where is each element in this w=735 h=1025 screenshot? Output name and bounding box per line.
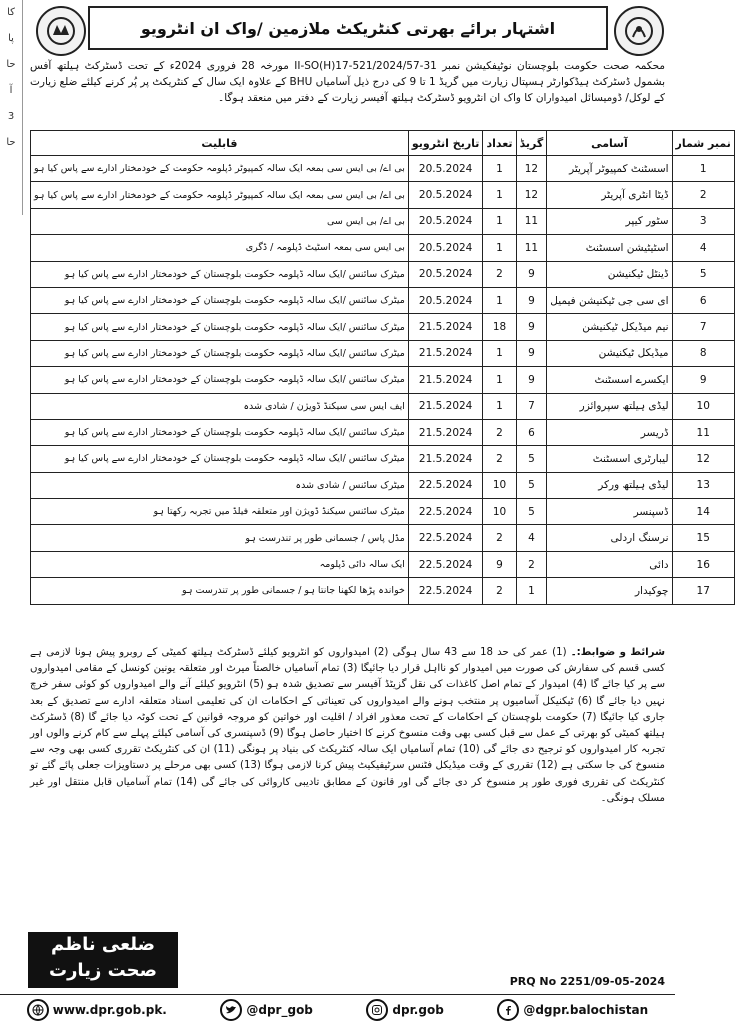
cell-qualification: میٹرک سائنس /ایک سالہ ڈپلومہ حکومت بلوچستان کے خودمختار ادارے سے پاس کیا ہو [31, 287, 409, 313]
cell-interview-date: 21.5.2024 [408, 340, 483, 366]
cell-post: دائی [547, 551, 672, 577]
cell-grade: 12 [516, 156, 547, 182]
cell-interview-date: 20.5.2024 [408, 287, 483, 313]
cell-post: ڈینٹل ٹیکنیشن [547, 261, 672, 287]
twitter-link[interactable] [220, 999, 313, 1021]
cell-grade: 12 [516, 182, 547, 208]
cell-serial: 7 [672, 314, 734, 340]
column-header-serial: نمبر شمار [672, 131, 734, 156]
cell-count: 1 [483, 235, 516, 261]
cell-count: 9 [483, 551, 516, 577]
table-row [31, 287, 735, 313]
column-header-qualification: قابلیت [31, 131, 409, 156]
cell-interview-date: 21.5.2024 [408, 446, 483, 472]
cell-grade: 9 [516, 314, 547, 340]
strip-fragment: پا [8, 33, 14, 44]
instagram-handle: dpr.gob [392, 1003, 444, 1017]
cell-post: سٹور کیپر [547, 208, 672, 234]
table-row [31, 182, 735, 208]
instagram-link[interactable] [366, 999, 443, 1021]
cell-grade: 2 [516, 551, 547, 577]
cell-interview-date: 20.5.2024 [408, 261, 483, 287]
cell-post: اسسٹنٹ کمپیوٹر آپریٹر [547, 156, 672, 182]
cell-count: 1 [483, 393, 516, 419]
cell-interview-date: 22.5.2024 [408, 525, 483, 551]
cell-qualification: میٹرک سائنس /ایک سالہ ڈپلومہ حکومت بلوچستان کے خودمختار ادارے سے پاس کیا ہو [31, 367, 409, 393]
table-row [31, 367, 735, 393]
cell-interview-date: 22.5.2024 [408, 551, 483, 577]
table-row [31, 208, 735, 234]
cell-count: 2 [483, 578, 516, 604]
cell-post: ڈریسر [547, 419, 672, 445]
cell-qualification: مڈل پاس / جسمانی طور پر تندرست ہو [31, 525, 409, 551]
cell-post: لیڈی ہیلتھ سپروائزر [547, 393, 672, 419]
cell-grade: 7 [516, 393, 547, 419]
cell-count: 1 [483, 287, 516, 313]
cell-qualification: میٹرک سائنس سیکنڈ ڈویژن اور متعلقہ فیلڈ میں تجربہ رکھتا ہو [31, 499, 409, 525]
table-row [31, 340, 735, 366]
cell-count: 18 [483, 314, 516, 340]
website-link[interactable] [27, 999, 167, 1021]
cell-grade: 9 [516, 287, 547, 313]
cell-interview-date: 22.5.2024 [408, 472, 483, 498]
page-title: اشتہار برائے بھرتی کنٹریکٹ ملازمین /واک ان انٹرویو [88, 6, 608, 50]
website-text: www.dpr.gob.pk. [52, 1003, 167, 1017]
cell-count: 10 [483, 472, 516, 498]
cell-serial: 8 [672, 340, 734, 366]
cell-post: میڈیکل ٹیکنیشن [547, 340, 672, 366]
strip-fragment: حا [6, 137, 16, 148]
cell-grade: 11 [516, 235, 547, 261]
cell-grade: 1 [516, 578, 547, 604]
cell-qualification: بی ایس سی بمعہ اسٹیٹ ڈپلومہ / ڈگری [31, 235, 409, 261]
cell-count: 2 [483, 446, 516, 472]
table-row [31, 235, 735, 261]
cell-serial: 17 [672, 578, 734, 604]
cell-serial: 13 [672, 472, 734, 498]
table-row [31, 393, 735, 419]
table-row [31, 419, 735, 445]
cell-count: 2 [483, 525, 516, 551]
cell-post: نرسنگ اردلی [547, 525, 672, 551]
cell-count: 2 [483, 261, 516, 287]
cell-qualification: میٹرک سائنس /ایک سالہ ڈپلومہ حکومت بلوچستان کے خودمختار ادارے سے پاس کیا ہو [31, 314, 409, 340]
cell-interview-date: 21.5.2024 [408, 314, 483, 340]
cell-post: ڈسپنسر [547, 499, 672, 525]
cell-post: ایکسرے اسسٹنٹ [547, 367, 672, 393]
cell-count: 1 [483, 182, 516, 208]
cell-serial: 10 [672, 393, 734, 419]
cell-qualification: بی اے/ بی ایس سی بمعہ ایک سالہ کمپیوٹر ڈپلومہ حکومت کے خودمختار ادارے سے پاس کیا ہو [31, 156, 409, 182]
cell-serial: 15 [672, 525, 734, 551]
cell-count: 10 [483, 499, 516, 525]
left-strip-text [0, 0, 23, 215]
table-row [31, 446, 735, 472]
column-header-count: تعداد [483, 131, 516, 156]
prq-number: PRQ No 2251/09-05-2024 [509, 975, 665, 988]
cell-qualification: خواندہ پڑھا لکھنا جانتا ہو / جسمانی طور پر تندرست ہو [31, 578, 409, 604]
facebook-icon [497, 999, 519, 1021]
twitter-handle: @dpr_gob [246, 1003, 313, 1017]
terms-body: (1) عمر کی حد 18 سے 43 سال ہوگی (2) امیدواروں کو انٹرویو کیلئے ڈسٹرکٹ ہیلتھ کمیٹی کے روبرو پیش ہونا لازمی ہے کسی قسم کی سفارش کی صورت میں امیدوار کو نااہل قرار دیا جائیگا (3) تمام آسامیاں خالصتاً میرٹ اور متعلقہ یونین کونسل کے مقامی امیدواروں سے پر کیا جائے گا (4) امیدوار کے تمام اصل کاغذات کی نقل گزیٹڈ آفیسر سے تصدیق شدہ ہو (5) انٹرویو کیلئے آنے والے امیدواروں کو کوئی سفر خرچ نہیں دیا جائے گا (6) ٹیکنیکل آسامیوں پر منتخب ہونے والے امیدواروں کی تعیناتی کے احکامات ان کی تعلیمی اسناد متعلقہ ادارے سے تصدیق کے بعد جاری کیا جائیگا (7) حکومت بلوچستان کے احکامات کے تحت معذور افراد / اقلیت اور خواتین کو مروجہ قوانین کے تحت کوٹہ دیا جائے گا (8) ڈسٹرکٹ ہیلتھ کمیٹی کو بھرتی کے عمل سے قبل کسی بھی وقت منسوخ کرنے کا اختیار حاصل ہوگا (9) ڈسپنسری کی آسامی کیلئے پہلے سے کام کرنے والوں اور تجربہ کار امیدواروں کو ترجیح دی جائے گی (10) تمام آسامیاں ایک سالہ کنٹریکٹ کی بنیاد پر ہونگی (11) ان کی کنٹریکٹ تقرری کسی بھی وجہ سے منسوخ کی جا سکتی ہے (12) تقرری کے وقت میڈیکل فٹنس سرٹیفیکیٹ پیش کرنا لازمی ہوگا (13) کسی بھی مرحلے پر دستاویزات جعلی پائے گئے تو کنٹریکٹ کی تقرری فوری طور پر منسوخ کر دی جائے گی اور قانون کے مطابق تادیبی کاروائی کی جائے گی (14) تمام آسامیاں قابل منتقل اور غیر مسلک ہونگی۔ [30, 647, 666, 804]
cell-serial: 2 [672, 182, 734, 208]
cell-interview-date: 20.5.2024 [408, 235, 483, 261]
table-row [31, 578, 735, 604]
cell-qualification: میٹرک سائنس /ایک سالہ ڈپلومہ حکومت بلوچستان کے خودمختار ادارے سے پاس کیا ہو [31, 446, 409, 472]
cell-grade: 6 [516, 419, 547, 445]
cell-grade: 4 [516, 525, 547, 551]
terms-heading: شرائط و ضوابط:۔ [570, 647, 665, 658]
cell-count: 1 [483, 208, 516, 234]
cell-qualification: ایک سالہ دائی ڈپلومہ [31, 551, 409, 577]
cell-serial: 1 [672, 156, 734, 182]
cell-qualification: میٹرک سائنس /ایک سالہ ڈپلومہ حکومت بلوچستان کے خودمختار ادارے سے پاس کیا ہو [31, 261, 409, 287]
cell-count: 1 [483, 367, 516, 393]
cell-grade: 5 [516, 446, 547, 472]
table-row [31, 499, 735, 525]
cell-serial: 12 [672, 446, 734, 472]
cell-post: نیم میڈیکل ٹیکنیشن [547, 314, 672, 340]
cell-grade: 5 [516, 472, 547, 498]
cell-post: ای سی جی ٹیکنیشن فیمیل [547, 287, 672, 313]
twitter-icon [220, 999, 242, 1021]
column-header-interview-date: تاریخ انٹرویو [408, 131, 483, 156]
cell-serial: 3 [672, 208, 734, 234]
strip-fragment: 3 [7, 111, 15, 122]
cell-qualification: بی اے/ بی ایس سی بمعہ ایک سالہ کمپیوٹر ڈپلومہ حکومت کے خودمختار ادارے سے پاس کیا ہو [31, 182, 409, 208]
cell-grade: 5 [516, 499, 547, 525]
cell-grade: 9 [516, 261, 547, 287]
health-department-logo-icon [614, 6, 664, 56]
cell-grade: 9 [516, 340, 547, 366]
signature-line-2: صحت زیارت [48, 960, 158, 981]
table-row [31, 314, 735, 340]
cell-post: ڈیٹا انٹری آپریٹر [547, 182, 672, 208]
cell-qualification: میٹرک سائنس /ایک سالہ ڈپلومہ حکومت بلوچستان کے خودمختار ادارے سے پاس کیا ہو [31, 340, 409, 366]
vacancies-table [30, 130, 735, 605]
signature-block [28, 932, 178, 988]
signature-line-1: ضلعی ناظم [51, 934, 155, 955]
strip-fragment: حا [6, 59, 16, 70]
cell-interview-date: 22.5.2024 [408, 578, 483, 604]
table-row [31, 525, 735, 551]
cell-interview-date: 22.5.2024 [408, 499, 483, 525]
cell-qualification: میٹرک سائنس / شادی شدہ [31, 472, 409, 498]
instagram-icon [366, 999, 388, 1021]
cell-qualification: میٹرک سائنس /ایک سالہ ڈپلومہ حکومت بلوچستان کے خودمختار ادارے سے پاس کیا ہو [31, 419, 409, 445]
cell-serial: 9 [672, 367, 734, 393]
terms-and-conditions [30, 645, 665, 925]
header [28, 4, 668, 56]
cell-interview-date: 20.5.2024 [408, 156, 483, 182]
table-row [31, 472, 735, 498]
column-header-post: آسامی [547, 131, 672, 156]
cell-grade: 11 [516, 208, 547, 234]
cell-grade: 9 [516, 367, 547, 393]
strip-fragment: آ [9, 85, 13, 96]
strip-fragment: کا [7, 7, 15, 18]
cell-interview-date: 21.5.2024 [408, 393, 483, 419]
cell-interview-date: 20.5.2024 [408, 208, 483, 234]
cell-serial: 5 [672, 261, 734, 287]
cell-post: لیڈی ہیلتھ ورکر [547, 472, 672, 498]
cell-qualification: بی اے/ بی ایس سی [31, 208, 409, 234]
table-row [31, 551, 735, 577]
facebook-link[interactable] [497, 999, 648, 1021]
globe-icon [27, 999, 49, 1021]
cell-count: 1 [483, 340, 516, 366]
footer [0, 994, 675, 1025]
cell-post: چوکیدار [547, 578, 672, 604]
cell-serial: 16 [672, 551, 734, 577]
cell-count: 2 [483, 419, 516, 445]
cell-interview-date: 21.5.2024 [408, 419, 483, 445]
table-row [31, 156, 735, 182]
table-row [31, 261, 735, 287]
cell-serial: 6 [672, 287, 734, 313]
cell-serial: 14 [672, 499, 734, 525]
cell-post: اسٹیٹیشن اسسٹنٹ [547, 235, 672, 261]
intro-paragraph: محکمہ صحت حکومت بلوچستان نوٹیفکیشن نمبر 31-521/2024/57-17(H)II-SO مورخہ 28 فروری 2024ء کے تحت ڈسٹرکٹ ہیلتھ آفس بشمول ڈسٹرکٹ ہیڈکوارٹر ہسپتال زیارت میں گریڈ 1 تا 9 کی درج ذیل آسامیاں BHU کے علاوہ ایک سال کے کنٹریکٹ پر پُر کرنے کیلئے ضلع زیارت کے لوکل/ ڈومیسائل امیدواران کا واک ان انٹرویو ڈسٹرکٹ ہیلتھ آفیسر زیارت کے دفتر میں منعقد ہوگا۔ [30, 60, 666, 104]
dpr-logo-icon [36, 6, 86, 56]
cell-qualification: ایف ایس سی سیکنڈ ڈویژن / شادی شدہ [31, 393, 409, 419]
table-header-row [31, 131, 735, 156]
column-header-grade: گریڈ [516, 131, 547, 156]
cell-interview-date: 21.5.2024 [408, 367, 483, 393]
cell-serial: 11 [672, 419, 734, 445]
cell-post: لیبارٹری اسسٹنٹ [547, 446, 672, 472]
cell-serial: 4 [672, 235, 734, 261]
facebook-handle: @dgpr.balochistan [523, 1003, 649, 1017]
cell-interview-date: 20.5.2024 [408, 182, 483, 208]
cell-count: 1 [483, 156, 516, 182]
